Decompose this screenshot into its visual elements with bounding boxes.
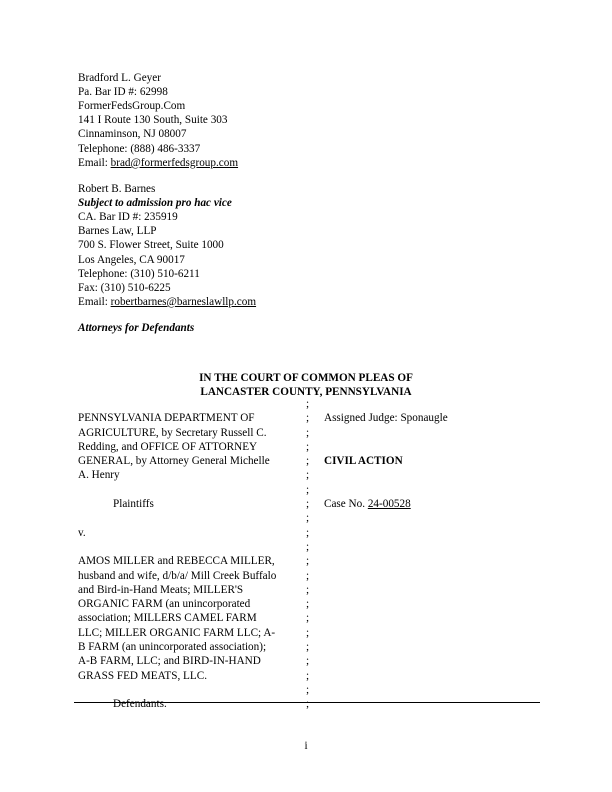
defendant-line: ORGANIC FARM (an unincorporated: [78, 598, 251, 611]
bar-id: CA. Bar ID #: 235919: [78, 211, 178, 224]
caption-semicolon: ;: [306, 469, 310, 482]
plaintiff-line: A. Henry: [78, 469, 120, 482]
caption-semicolon: ;: [306, 683, 310, 696]
caption-semicolon: ;: [306, 598, 310, 611]
street-address: 700 S. Flower Street, Suite 1000: [78, 239, 224, 252]
caption-semicolon: ;: [306, 669, 310, 682]
court-heading-line-2: LANCASTER COUNTY, PENNSYLVANIA: [200, 386, 412, 399]
email-line: [78, 156, 238, 170]
caption-semicolon: ;: [306, 569, 310, 582]
defendant-line: GRASS FED MEATS, LLC.: [78, 669, 207, 682]
caption-semicolon: ;: [306, 555, 310, 568]
case-number-line: [324, 497, 540, 511]
caption-semicolon: ;: [306, 512, 310, 525]
defendant-line: and Bird-in-Hand Meats; MILLER'S: [78, 583, 244, 596]
case-caption: [78, 397, 540, 712]
caption-semicolon: ;: [306, 655, 310, 668]
telephone: Telephone: (888) 486-3337: [78, 142, 201, 155]
email-link[interactable]: robertbarnes@barneslawllp.com: [110, 295, 257, 308]
pro-hac-vice-note: Subject to admission pro hac vice: [78, 197, 232, 210]
plaintiff-line: AGRICULTURE, by Secretary Russell C.: [78, 426, 267, 439]
caption-semicolon: ;: [306, 498, 310, 511]
defendant-line: LLC; MILLER ORGANIC FARM LLC; A-: [78, 626, 276, 639]
firm-name: FormerFedsGroup.Com: [78, 100, 186, 113]
defendant-line: B FARM (an unincorporated association);: [78, 641, 267, 654]
caption-semicolon: ;: [306, 440, 310, 453]
defendant-line: husband and wife, d/b/a/ Mill Creek Buffalo: [78, 569, 277, 582]
caption-semicolon: ;: [306, 455, 310, 468]
email-link[interactable]: brad@formerfedsgroup.com: [110, 156, 239, 169]
page-number: i: [304, 740, 308, 752]
plaintiff-line: GENERAL, by Attorney General Michelle: [78, 455, 270, 468]
case-label: Case No.: [324, 498, 368, 511]
counsel-block-barnes: [78, 182, 256, 309]
email-label: Email:: [78, 295, 111, 308]
civil-action: CIVIL ACTION: [324, 455, 403, 468]
caption-semicolon: ;: [306, 412, 310, 425]
versus: v.: [78, 526, 86, 539]
plaintiff-line: PENNSYLVANIA DEPARTMENT OF: [78, 412, 255, 425]
plaintiffs-label: Plaintiffs: [113, 498, 154, 511]
counsel-name: Robert B. Barnes: [78, 183, 156, 195]
court-heading: [0, 371, 612, 399]
plaintiff-line: Redding, and OFFICE OF ATTORNEY: [78, 440, 258, 453]
city-state-zip: Cinnaminson, NJ 08007: [78, 128, 187, 141]
telephone: Telephone: (310) 510-6211: [78, 267, 200, 280]
caption-semicolon: ;: [306, 612, 310, 625]
caption-semicolon: ;: [306, 526, 310, 539]
street-address: 141 I Route 130 South, Suite 303: [78, 114, 228, 127]
caption-divider: [74, 702, 540, 703]
counsel-block-geyer: [78, 71, 238, 170]
counsel-name: Bradford L. Geyer: [78, 72, 161, 84]
court-heading-line-1: IN THE COURT OF COMMON PLEAS OF: [199, 372, 413, 384]
caption-semicolon: ;: [306, 583, 310, 596]
email-label: Email:: [78, 156, 111, 169]
caption-semicolon: ;: [306, 426, 310, 439]
defendant-line: A-B FARM, LLC; and BIRD-IN-HAND: [78, 655, 261, 668]
assigned-judge: Assigned Judge: Sponaugle: [324, 412, 448, 425]
caption-semicolon: ;: [306, 626, 310, 639]
caption-semicolon: ;: [306, 483, 310, 496]
city-state-zip: Los Angeles, CA 90017: [78, 253, 185, 266]
firm-name: Barnes Law, LLP: [78, 225, 157, 238]
defendants-label: Defendants.: [113, 698, 167, 711]
case-number: 24-00528: [367, 498, 411, 511]
caption-semicolon: ;: [306, 641, 310, 654]
caption-semicolon: ;: [306, 540, 310, 553]
caption-semicolon: ;: [306, 698, 310, 711]
attorneys-for-defendants: Attorneys for Defendants: [78, 322, 195, 334]
bar-id: Pa. Bar ID #: 62998: [78, 86, 168, 99]
defendant-line: association; MILLERS CAMEL FARM: [78, 612, 257, 625]
defendant-line: AMOS MILLER and REBECCA MILLER,: [78, 555, 275, 568]
fax: Fax: (310) 510-6225: [78, 281, 171, 294]
email-line: [78, 295, 256, 309]
caption-semicolon: ;: [306, 398, 310, 410]
